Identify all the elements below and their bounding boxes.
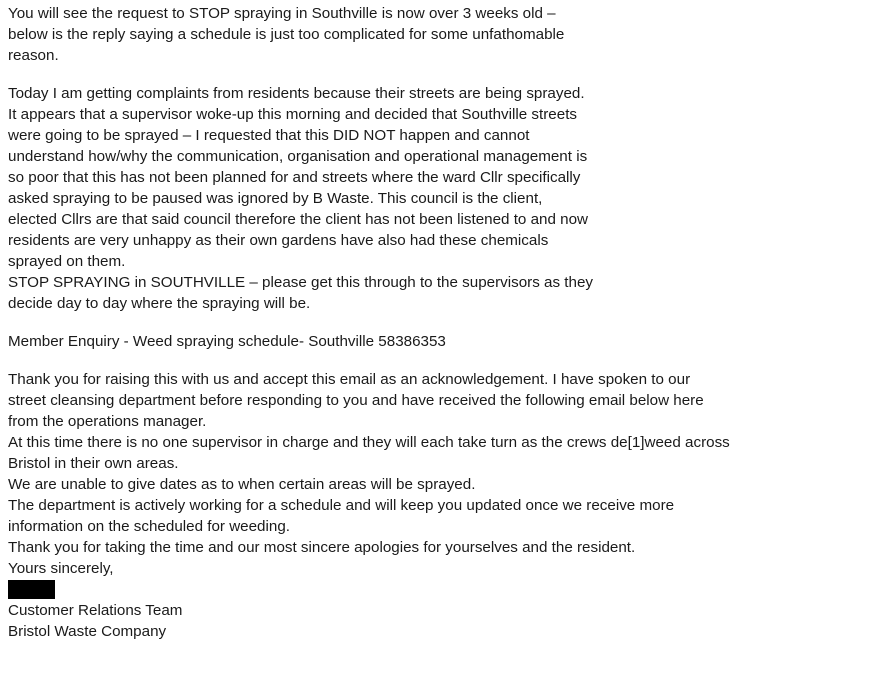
text-line: understand how/why the communication, organisation and operational management is [8,148,588,165]
text-line: so poor that this has not been planned for and streets where the ward Cllr specifically [8,169,581,186]
text-line: reason. [8,47,59,64]
request-paragraph [8,3,874,66]
email-subject: Member Enquiry - Weed spraying schedule- Southville 58386353 [8,333,446,350]
text-line: information on the scheduled for weeding. [8,518,290,535]
signature-team: Customer Relations Team [8,602,183,619]
paragraph-gap [8,66,874,83]
signature-company: Bristol Waste Company [8,623,167,640]
text-line: street cleansing department before responding to you and have received the following email below here [8,392,704,409]
text-line: were going to be sprayed – I requested that this DID NOT happen and cannot [8,127,530,144]
text-line: sprayed on them. [8,253,126,270]
text-line: elected Cllrs are that said council therefore the client has not been listened to and now [8,211,589,228]
complaint-paragraph [8,83,874,314]
email-document [8,3,874,642]
text-line: The department is actively working for a schedule and will keep you updated once we receive more [8,497,675,514]
text-line: Thank you for raising this with us and accept this email as an acknowledgement. I have spoken to our [8,371,691,388]
text-line: Yours sincerely, [8,560,114,577]
paragraph-gap [8,314,874,331]
redacted-name-block [8,580,55,599]
text-line: Bristol in their own areas. [8,455,179,472]
text-line: We are unable to give dates as to when certain areas will be sprayed. [8,476,476,493]
text-line: Thank you for taking the time and our most sincere apologies for yourselves and the resident. [8,539,636,556]
text-line: below is the reply saying a schedule is just too complicated for some unfathomable [8,26,565,43]
text-line: At this time there is no one supervisor in charge and they will each take turn as the crews de[1]weed across [8,434,730,451]
text-line: It appears that a supervisor woke-up this morning and decided that Southville streets [8,106,578,123]
text-line: residents are very unhappy as their own gardens have also had these chemicals [8,232,549,249]
text-line: You will see the request to STOP spraying in Southville is now over 3 weeks old – [8,5,556,22]
text-line: from the operations manager. [8,413,207,430]
text-line: asked spraying to be paused was ignored by B Waste. This council is the client, [8,190,543,207]
signature-block [8,600,874,642]
paragraph-gap [8,352,874,369]
text-line: STOP SPRAYING in SOUTHVILLE – please get this through to the supervisors as they [8,274,593,291]
text-line: Today I am getting complaints from residents because their streets are being sprayed. [8,85,585,102]
reply-paragraph [8,369,874,579]
text-line: decide day to day where the spraying will be. [8,295,311,312]
